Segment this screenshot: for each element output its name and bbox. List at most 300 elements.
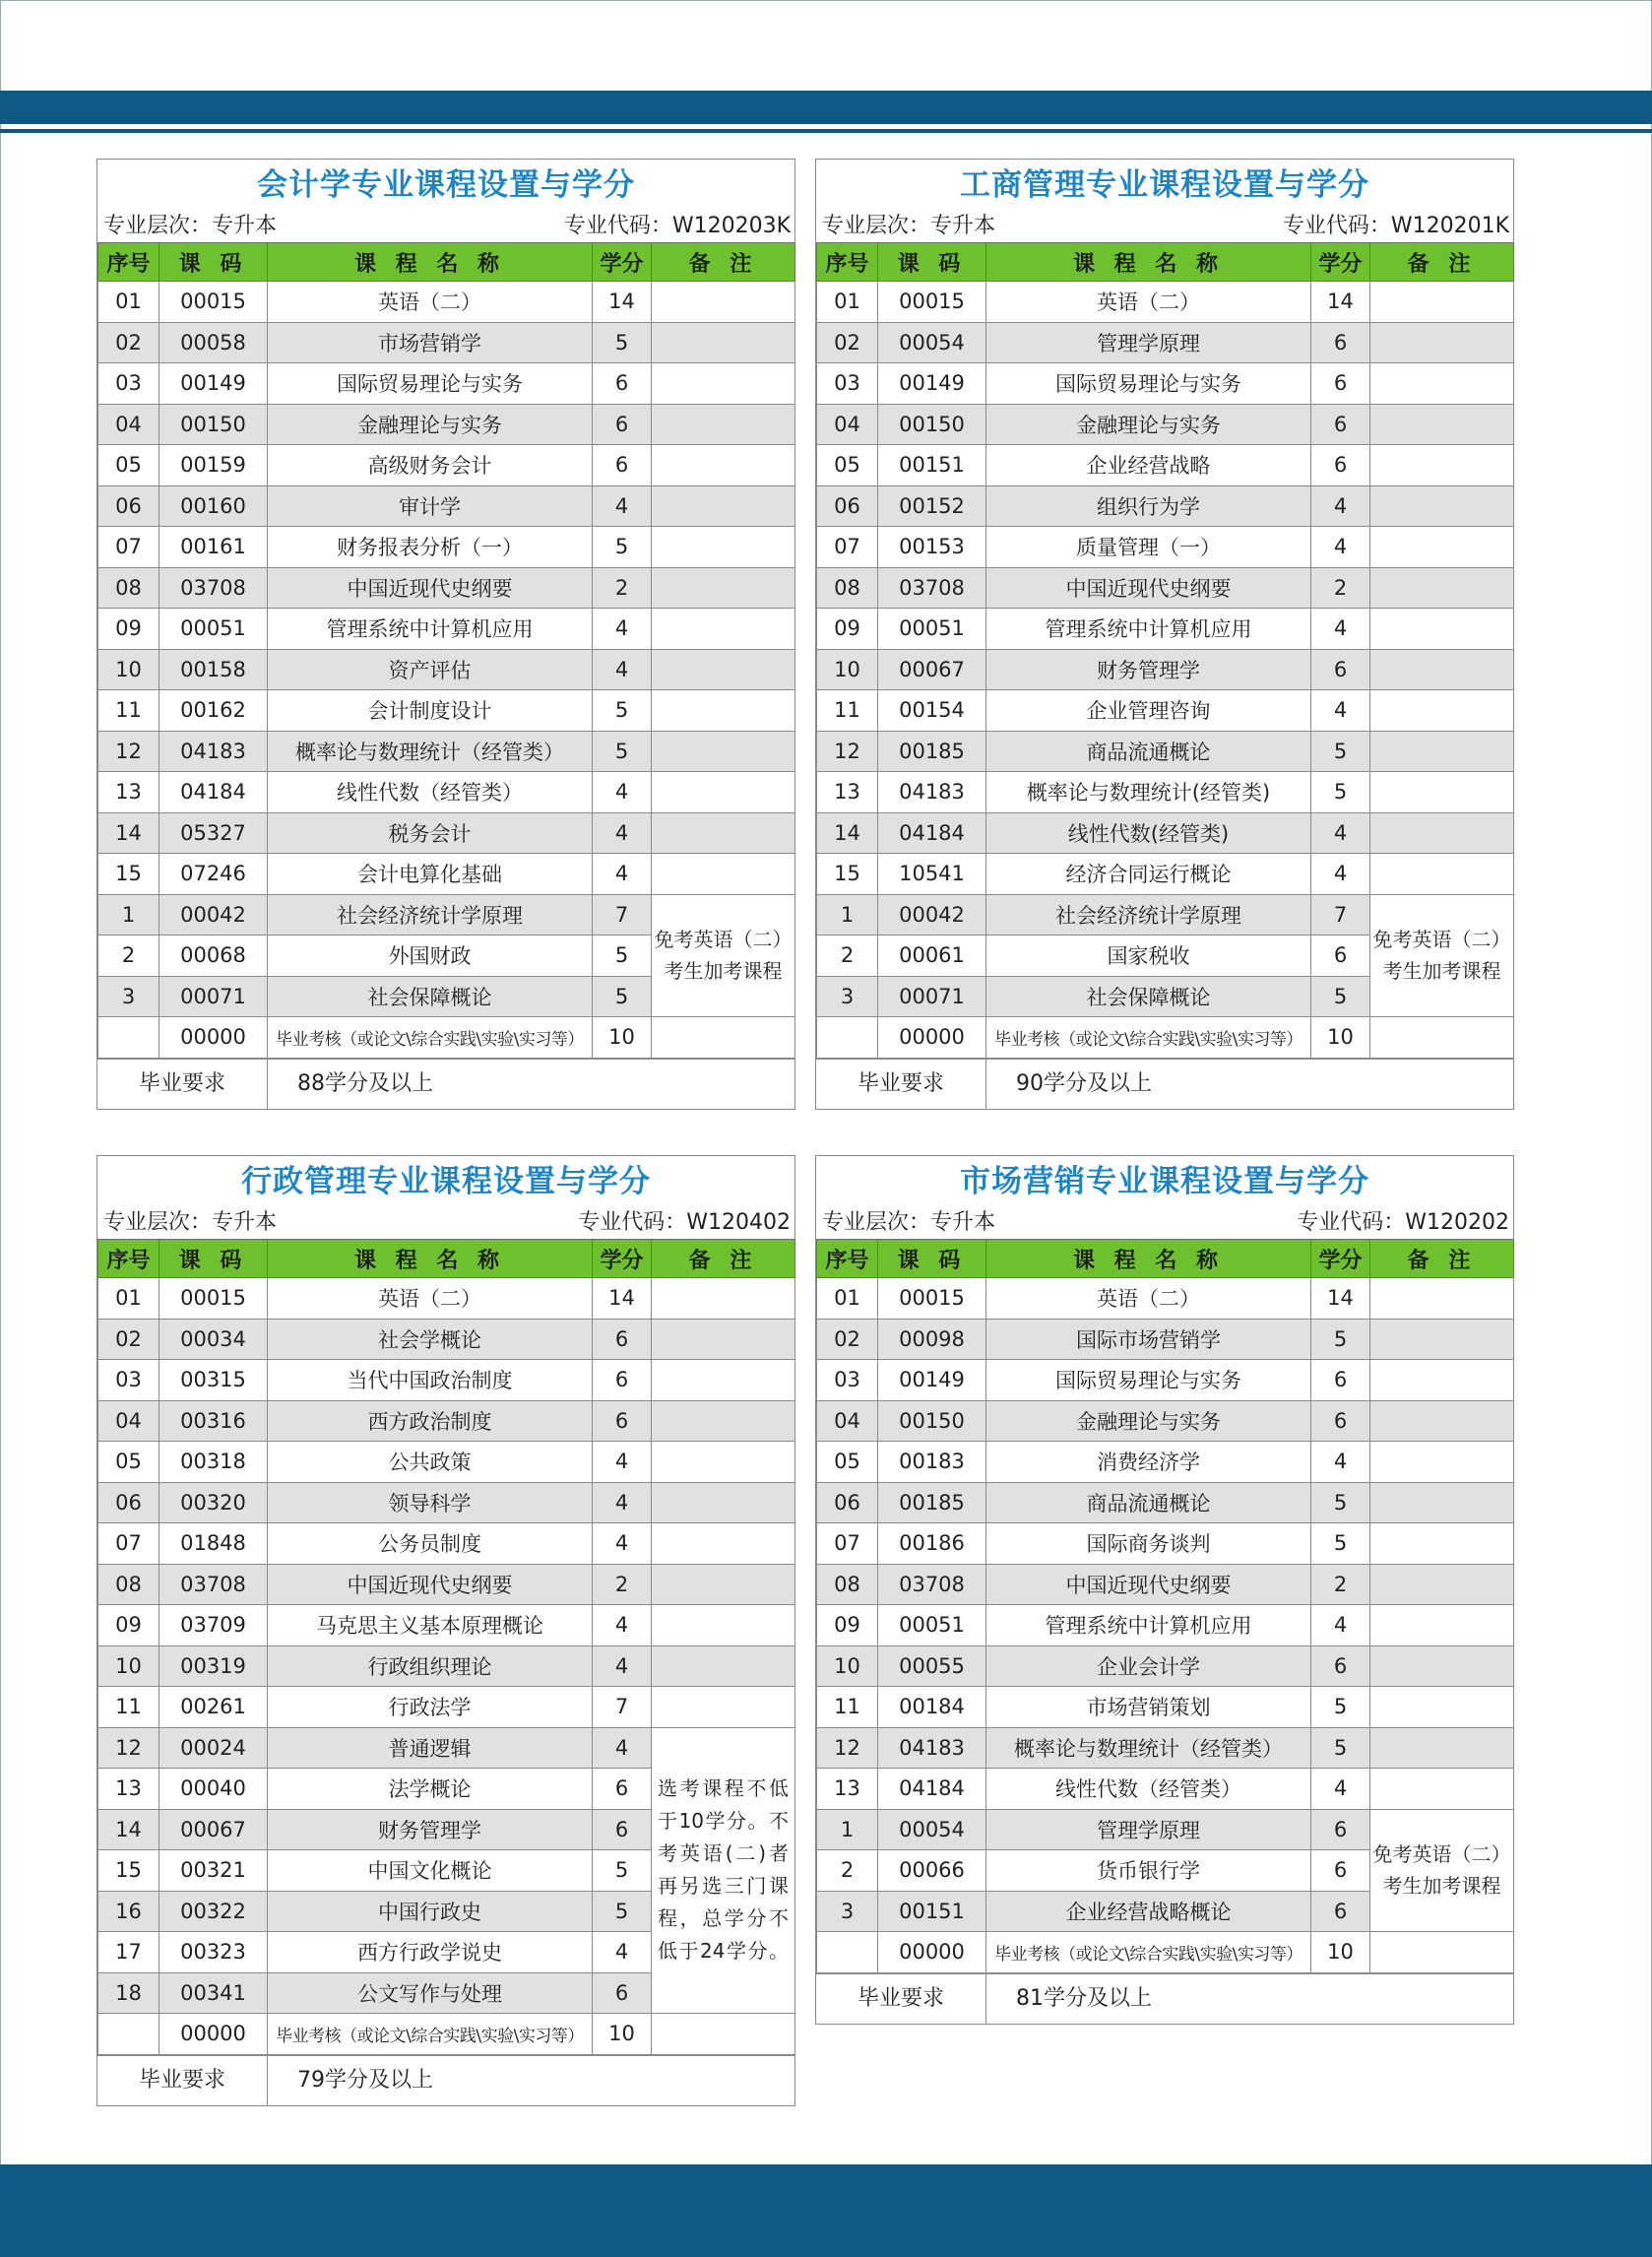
- requirement-label: 毕业要求: [816, 1060, 986, 1109]
- row-note: [1370, 1017, 1514, 1059]
- row-name: 市场营销策划: [986, 1687, 1311, 1728]
- row-credit: 5: [1311, 1482, 1370, 1523]
- row-name: 法学概论: [268, 1769, 593, 1810]
- row-credit: 4: [1311, 812, 1370, 854]
- row-code: 00153: [878, 527, 986, 568]
- row-name: 中国文化概论: [268, 1850, 593, 1892]
- row-code: 00034: [159, 1319, 268, 1360]
- course-table: [816, 242, 1514, 1059]
- row-note: [652, 812, 795, 854]
- requirement-label: 毕业要求: [97, 2056, 268, 2105]
- row-code: 00055: [878, 1645, 986, 1687]
- row-code: 07246: [159, 854, 268, 895]
- row-credit: 2: [593, 1564, 652, 1605]
- row-name: 社会经济统计学原理: [268, 894, 593, 935]
- row-name: 货币银行学: [986, 1850, 1311, 1892]
- table-row: [817, 282, 1514, 323]
- row-note: [1370, 690, 1514, 732]
- table-row: [98, 445, 795, 486]
- row-code: 00321: [159, 1850, 268, 1892]
- row-note: [1370, 1278, 1514, 1320]
- row-note: [652, 322, 795, 363]
- top-decor-line: [0, 129, 1652, 133]
- row-code: 00318: [159, 1442, 268, 1483]
- row-seq: 14: [98, 1809, 159, 1850]
- row-code: 00151: [878, 445, 986, 486]
- row-credit: 6: [593, 1400, 652, 1442]
- row-seq: 07: [817, 527, 878, 568]
- row-credit: 5: [1311, 1727, 1370, 1769]
- row-credit: 4: [1311, 485, 1370, 527]
- table-row: [817, 894, 1514, 935]
- requirement-value: 88学分及以上: [297, 1070, 433, 1096]
- row-name: 管理系统中计算机应用: [986, 609, 1311, 650]
- col-header-credit: 学分: [593, 243, 652, 282]
- row-name: 外国财政: [268, 935, 593, 977]
- row-seq: 15: [98, 854, 159, 895]
- table-row: [98, 1482, 795, 1523]
- table-row: [98, 1564, 795, 1605]
- row-note: [652, 1564, 795, 1605]
- row-credit: 4: [593, 1727, 652, 1769]
- col-header-note: 备 注: [652, 1240, 795, 1278]
- table-row: [98, 2014, 795, 2055]
- col-header-code: 课 码: [159, 243, 268, 282]
- row-credit: 6: [1311, 363, 1370, 405]
- row-note: [1370, 322, 1514, 363]
- row-note: [1370, 1645, 1514, 1687]
- row-credit: 5: [1311, 731, 1370, 772]
- row-code: 04184: [159, 772, 268, 813]
- col-header-seq: 序号: [98, 1240, 159, 1278]
- row-name: 消费经济学: [986, 1442, 1311, 1483]
- row-note: [652, 445, 795, 486]
- row-credit: 2: [1311, 567, 1370, 609]
- row-name: 企业管理咨询: [986, 690, 1311, 732]
- row-note: [1370, 649, 1514, 690]
- row-code: 00024: [159, 1727, 268, 1769]
- row-seq: 01: [98, 1278, 159, 1320]
- row-credit: 4: [593, 1605, 652, 1646]
- row-credit: 5: [1311, 1523, 1370, 1565]
- row-credit: 6: [593, 1809, 652, 1850]
- row-seq: 04: [98, 1400, 159, 1442]
- row-credit: 5: [593, 731, 652, 772]
- table-row: [817, 1564, 1514, 1605]
- table-row: [98, 1523, 795, 1565]
- row-name: 税务会计: [268, 812, 593, 854]
- row-name: 国家税收: [986, 935, 1311, 977]
- row-credit: 10: [1311, 1932, 1370, 1973]
- row-note: [1370, 527, 1514, 568]
- row-credit: 6: [1311, 1809, 1370, 1850]
- row-note: [1370, 1564, 1514, 1605]
- graduation-requirement: [97, 1059, 794, 1109]
- major-code: 专业代码：W120202: [1297, 1210, 1509, 1235]
- row-note: [652, 1482, 795, 1523]
- row-credit: 4: [593, 1482, 652, 1523]
- row-code: 00159: [159, 445, 268, 486]
- row-name: 国际市场营销学: [986, 1319, 1311, 1360]
- row-code: 00058: [159, 322, 268, 363]
- row-code: 00316: [159, 1400, 268, 1442]
- table-row: [98, 690, 795, 732]
- row-code: 00015: [159, 1278, 268, 1320]
- row-name: 线性代数（经管类）: [268, 772, 593, 813]
- row-name: 经济合同运行概论: [986, 854, 1311, 895]
- row-code: 00150: [878, 404, 986, 445]
- row-seq: 3: [817, 1891, 878, 1932]
- row-name: 概率论与数理统计（经管类）: [986, 1727, 1311, 1769]
- row-seq: 11: [98, 690, 159, 732]
- row-code: 04183: [878, 772, 986, 813]
- row-note: [652, 649, 795, 690]
- requirement-label: 毕业要求: [97, 1060, 268, 1109]
- row-note: [652, 1400, 795, 1442]
- row-seq: 06: [98, 485, 159, 527]
- row-name: 毕业考核（或论文\综合实践\实验\实习等）: [268, 2014, 593, 2055]
- row-code: 00000: [159, 1017, 268, 1059]
- panel-title: 行政管理专业课程设置与学分: [241, 1164, 651, 1199]
- row-code: 00051: [878, 1605, 986, 1646]
- col-header-seq: 序号: [817, 1240, 878, 1278]
- row-seq: 02: [817, 322, 878, 363]
- row-credit: 4: [593, 649, 652, 690]
- row-seq: 1: [98, 894, 159, 935]
- table-row: [817, 567, 1514, 609]
- row-seq: 16: [98, 1891, 159, 1932]
- row-code: 00319: [159, 1645, 268, 1687]
- row-name: 会计电算化基础: [268, 854, 593, 895]
- table-row: [817, 854, 1514, 895]
- requirement-value: 90学分及以上: [1016, 1070, 1152, 1096]
- row-note: [1370, 1687, 1514, 1728]
- table-row: [817, 322, 1514, 363]
- row-credit: 5: [1311, 1687, 1370, 1728]
- row-code: 00054: [878, 322, 986, 363]
- row-name: 英语（二）: [986, 1278, 1311, 1320]
- table-row: [817, 1319, 1514, 1360]
- row-credit: 5: [593, 322, 652, 363]
- row-credit: 4: [593, 772, 652, 813]
- row-credit: 5: [1311, 1319, 1370, 1360]
- row-name: 会计制度设计: [268, 690, 593, 732]
- row-note: [1370, 1523, 1514, 1565]
- row-code: 00320: [159, 1482, 268, 1523]
- row-note: [1370, 1482, 1514, 1523]
- row-note: [1370, 1605, 1514, 1646]
- table-row: [817, 1400, 1514, 1442]
- row-name: 金融理论与实务: [986, 404, 1311, 445]
- table-row: [98, 322, 795, 363]
- row-name: 财务管理学: [268, 1809, 593, 1850]
- table-row: [817, 690, 1514, 732]
- row-seq: 05: [98, 445, 159, 486]
- table-row: [98, 567, 795, 609]
- row-seq: 12: [817, 1727, 878, 1769]
- table-row: [98, 812, 795, 854]
- table-row: [98, 1442, 795, 1483]
- row-name: 国际贸易理论与实务: [986, 363, 1311, 405]
- row-seq: 12: [98, 731, 159, 772]
- table-row: [817, 1769, 1514, 1810]
- row-seq: 2: [817, 935, 878, 977]
- requirement-value: 79学分及以上: [297, 2067, 433, 2093]
- major-code: 专业代码：W120402: [578, 1210, 791, 1235]
- row-code: 03708: [878, 567, 986, 609]
- requirement-value: 81学分及以上: [1016, 1985, 1152, 2011]
- row-note: [652, 1360, 795, 1401]
- col-header-name: 课 程 名 称: [268, 1240, 593, 1278]
- row-name: 市场营销学: [268, 322, 593, 363]
- row-credit: 4: [1311, 1442, 1370, 1483]
- row-seq: 13: [817, 1769, 878, 1810]
- row-code: 00149: [878, 363, 986, 405]
- row-seq: 03: [98, 1360, 159, 1401]
- row-seq: 06: [817, 485, 878, 527]
- row-name: 高级财务会计: [268, 445, 593, 486]
- row-code: 00322: [159, 1891, 268, 1932]
- row-name: 中国近现代史纲要: [986, 567, 1311, 609]
- row-seq: 02: [817, 1319, 878, 1360]
- row-seq: 07: [817, 1523, 878, 1565]
- row-name: 领导科学: [268, 1482, 593, 1523]
- row-code: 00000: [159, 2014, 268, 2055]
- row-seq: 05: [817, 1442, 878, 1483]
- row-credit: 4: [1311, 1769, 1370, 1810]
- row-seq: 1: [817, 894, 878, 935]
- row-credit: 4: [1311, 1605, 1370, 1646]
- marketing-panel: [815, 1155, 1514, 2025]
- row-note: [652, 363, 795, 405]
- row-note: [652, 1645, 795, 1687]
- row-code: 00150: [159, 404, 268, 445]
- row-name: 国际贸易理论与实务: [268, 363, 593, 405]
- row-code: 00061: [878, 935, 986, 977]
- table-row: [817, 812, 1514, 854]
- row-name: 毕业考核（或论文\综合实践\实验\实习等）: [986, 1932, 1311, 1973]
- row-note: [1370, 1319, 1514, 1360]
- table-row: [98, 894, 795, 935]
- table-row: [817, 609, 1514, 650]
- row-name: 线性代数（经管类）: [986, 1769, 1311, 1810]
- row-seq: 09: [98, 1605, 159, 1646]
- row-note: [1370, 731, 1514, 772]
- row-note: [652, 1319, 795, 1360]
- row-seq: 12: [817, 731, 878, 772]
- row-code: 00186: [878, 1523, 986, 1565]
- col-header-name: 课 程 名 称: [986, 243, 1311, 282]
- row-code: 04183: [878, 1727, 986, 1769]
- row-seq: 15: [817, 854, 878, 895]
- row-credit: 6: [1311, 1360, 1370, 1401]
- remark-cell: 免考英语（二）考生加考课程: [1370, 894, 1514, 1017]
- panel-title: 工商管理专业课程设置与学分: [960, 167, 1369, 203]
- table-row: [98, 1727, 795, 1769]
- table-row: [817, 1442, 1514, 1483]
- row-code: 00067: [878, 649, 986, 690]
- row-name: 西方政治制度: [268, 1400, 593, 1442]
- graduation-requirement: [816, 1059, 1513, 1109]
- row-credit: 4: [593, 1523, 652, 1565]
- row-credit: 5: [593, 1850, 652, 1892]
- row-code: 04183: [159, 731, 268, 772]
- row-note: [1370, 282, 1514, 323]
- col-header-note: 备 注: [652, 243, 795, 282]
- row-name: 商品流通概论: [986, 1482, 1311, 1523]
- row-credit: 5: [593, 527, 652, 568]
- row-seq: 15: [98, 1850, 159, 1892]
- row-name: 组织行为学: [986, 485, 1311, 527]
- row-note: [1370, 1769, 1514, 1810]
- row-name: 社会学概论: [268, 1319, 593, 1360]
- col-header-note: 备 注: [1370, 1240, 1514, 1278]
- table-row: [98, 731, 795, 772]
- row-code: 00042: [878, 894, 986, 935]
- table-row: [817, 772, 1514, 813]
- table-row: [817, 485, 1514, 527]
- row-seq: [817, 1017, 878, 1059]
- row-seq: 10: [98, 649, 159, 690]
- row-credit: 4: [593, 609, 652, 650]
- row-credit: 14: [593, 282, 652, 323]
- table-row: [98, 1605, 795, 1646]
- row-note: [652, 567, 795, 609]
- row-code: 00160: [159, 485, 268, 527]
- admin-panel: [96, 1155, 795, 2106]
- row-note: [1370, 404, 1514, 445]
- row-code: 04184: [878, 1769, 986, 1810]
- table-row: [98, 1278, 795, 1320]
- col-header-code: 课 码: [159, 1240, 268, 1278]
- col-header-name: 课 程 名 称: [986, 1240, 1311, 1278]
- row-seq: 11: [817, 690, 878, 732]
- table-row: [817, 1278, 1514, 1320]
- row-name: 社会保障概论: [268, 976, 593, 1017]
- table-row: [817, 1017, 1514, 1059]
- row-name: 毕业考核（或论文\综合实践\实验\实习等）: [986, 1017, 1311, 1059]
- row-code: 00152: [878, 485, 986, 527]
- row-code: 00015: [159, 282, 268, 323]
- row-note: [652, 772, 795, 813]
- row-code: 00158: [159, 649, 268, 690]
- row-note: [652, 1523, 795, 1565]
- row-code: 00185: [878, 731, 986, 772]
- row-credit: 6: [593, 445, 652, 486]
- row-seq: 04: [98, 404, 159, 445]
- table-row: [817, 1482, 1514, 1523]
- panel-meta: [816, 211, 1513, 242]
- row-name: 普通逻辑: [268, 1727, 593, 1769]
- table-row: [817, 1605, 1514, 1646]
- row-seq: 3: [817, 976, 878, 1017]
- row-name: 中国近现代史纲要: [268, 567, 593, 609]
- row-seq: 01: [98, 282, 159, 323]
- remark-cell: 免考英语（二）考生加考课程: [652, 894, 795, 1017]
- row-seq: 13: [98, 1769, 159, 1810]
- row-seq: 08: [98, 1564, 159, 1605]
- bottom-decor-band: [0, 2164, 1652, 2257]
- row-credit: 14: [593, 1278, 652, 1320]
- row-seq: 08: [98, 567, 159, 609]
- row-note: [652, 2014, 795, 2055]
- table-row: [817, 527, 1514, 568]
- row-seq: 11: [817, 1687, 878, 1728]
- row-code: 00150: [878, 1400, 986, 1442]
- row-credit: 5: [593, 690, 652, 732]
- row-note: [652, 1605, 795, 1646]
- row-note: [652, 282, 795, 323]
- row-note: [1370, 772, 1514, 813]
- table-row: [98, 527, 795, 568]
- row-credit: 6: [593, 404, 652, 445]
- row-code: 03708: [878, 1564, 986, 1605]
- table-row: [817, 649, 1514, 690]
- row-name: 社会经济统计学原理: [986, 894, 1311, 935]
- row-seq: 05: [98, 1442, 159, 1483]
- row-credit: 4: [593, 854, 652, 895]
- row-credit: 6: [1311, 1400, 1370, 1442]
- major-level: 专业层次：专升本: [822, 214, 996, 238]
- row-code: 00000: [878, 1932, 986, 1973]
- row-credit: 5: [593, 935, 652, 977]
- row-name: 当代中国政治制度: [268, 1360, 593, 1401]
- table-row: [98, 282, 795, 323]
- panel-meta: [97, 1207, 794, 1239]
- row-seq: 09: [817, 609, 878, 650]
- row-seq: 03: [98, 363, 159, 405]
- row-credit: 6: [593, 1972, 652, 2014]
- table-row: [98, 1645, 795, 1687]
- row-seq: 14: [98, 812, 159, 854]
- row-code: 01848: [159, 1523, 268, 1565]
- table-row: [98, 485, 795, 527]
- row-note: [1370, 485, 1514, 527]
- row-note: [652, 1687, 795, 1728]
- row-seq: 17: [98, 1932, 159, 1973]
- row-seq: 02: [98, 1319, 159, 1360]
- row-code: 00040: [159, 1769, 268, 1810]
- course-table: [97, 1239, 795, 2055]
- major-code: 专业代码：W120201K: [1282, 214, 1509, 238]
- graduation-requirement: [816, 1973, 1513, 2024]
- row-credit: 6: [1311, 1645, 1370, 1687]
- table-row: [817, 731, 1514, 772]
- row-credit: 6: [1311, 935, 1370, 977]
- row-note: [1370, 567, 1514, 609]
- table-row: [98, 363, 795, 405]
- row-seq: 08: [817, 567, 878, 609]
- row-credit: 4: [1311, 527, 1370, 568]
- col-header-code: 课 码: [878, 243, 986, 282]
- col-header-credit: 学分: [593, 1240, 652, 1278]
- row-name: 概率论与数理统计（经管类）: [268, 731, 593, 772]
- row-credit: 14: [1311, 1278, 1370, 1320]
- row-seq: 07: [98, 1523, 159, 1565]
- table-row: [98, 1687, 795, 1728]
- table-row: [98, 404, 795, 445]
- row-name: 中国近现代史纲要: [986, 1564, 1311, 1605]
- row-code: 00261: [159, 1687, 268, 1728]
- table-header-row: [98, 243, 795, 282]
- row-name: 管理系统中计算机应用: [268, 609, 593, 650]
- table-row: [98, 1017, 795, 1059]
- requirement-label: 毕业要求: [816, 1974, 986, 2024]
- table-row: [817, 404, 1514, 445]
- row-code: 00154: [878, 690, 986, 732]
- row-name: 公共政策: [268, 1442, 593, 1483]
- table-row: [817, 1360, 1514, 1401]
